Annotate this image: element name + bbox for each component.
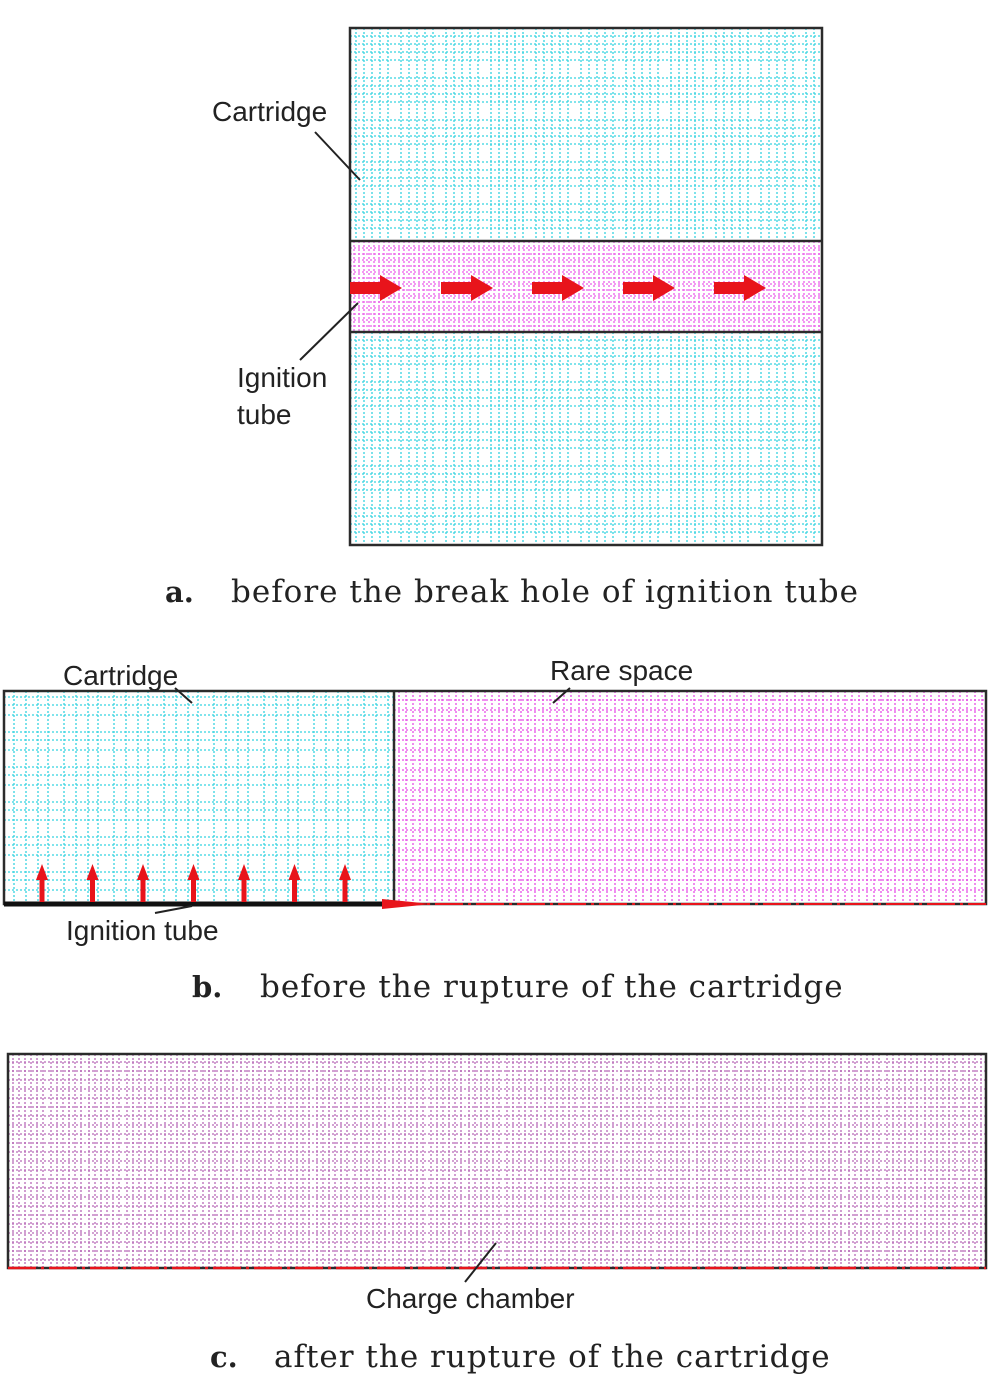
panel-c-chamber-label: Charge chamber — [366, 1283, 575, 1314]
panel-b-ignition-leader — [155, 906, 192, 913]
panel-a-cartridge-lower-grid — [350, 332, 822, 545]
panel-c — [8, 1054, 986, 1375]
panel-b-flow-arrows — [36, 864, 351, 902]
flow-arrow-up-icon — [137, 864, 149, 902]
panel-a-ignition-label-line1: Ignition — [237, 362, 328, 393]
panel-b-cartridge-label: Cartridge — [63, 660, 179, 691]
flow-arrow-right-icon — [532, 275, 584, 301]
panel-a-cartridge-upper-grid — [350, 28, 822, 241]
panel-c-caption-letter: c. — [210, 1340, 238, 1374]
panel-b-frame — [4, 691, 986, 904]
panel-c-caption: after the rupture of the cartridge — [274, 1339, 831, 1375]
panel-b-caption-letter: b. — [192, 970, 223, 1004]
panel-b — [4, 655, 986, 1005]
flow-arrow-right-icon — [714, 275, 766, 301]
panel-b-caption: before the rupture of the cartridge — [260, 969, 844, 1005]
flow-arrow-up-icon — [339, 864, 351, 902]
panel-a-caption: before the break hole of ignition tube — [231, 574, 859, 610]
flow-arrow-up-icon — [289, 864, 301, 902]
panel-a-ignition-label-line2: tube — [237, 399, 292, 430]
panel-b-rare-space-label: Rare space — [550, 655, 694, 686]
panel-b-ignition-label: Ignition tube — [66, 915, 219, 946]
panel-a — [165, 28, 859, 610]
panel-b-axis-arrowhead — [382, 899, 432, 909]
panel-a-cartridge-leader — [315, 132, 360, 180]
panel-a-cartridge-label: Cartridge — [212, 96, 328, 127]
panel-b-cartridge-grid — [4, 691, 394, 904]
panel-c-chamber-grid — [8, 1054, 986, 1268]
panel-a-caption-letter: a. — [165, 575, 194, 609]
panel-b-rare-space-grid — [394, 691, 986, 904]
